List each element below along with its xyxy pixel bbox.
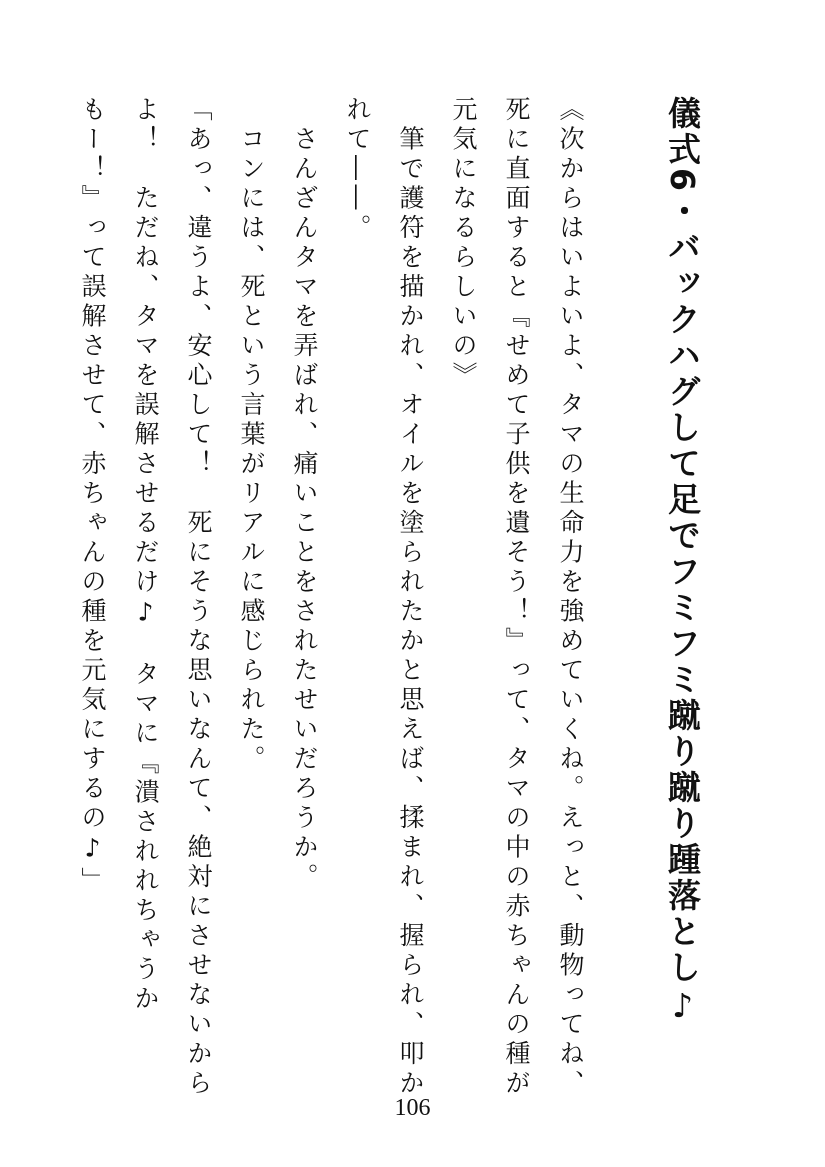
chapter-title: 儀式6・バックハグして足でフミフミ蹴り蹴り踵落とし♪ — [663, 96, 702, 1028]
text-line: 「あっ、違うよ、安心して！ 死にそうな思いなんて、絶対にさせないから — [184, 96, 213, 1099]
text-line: れて――。 — [343, 96, 372, 244]
page-number: 106 — [394, 1095, 431, 1121]
text-line: よ！ ただね、タマを誤解させるだけ♪ タマに『潰されれちゃうか — [131, 96, 160, 1015]
text-line: コンには、死という言葉がリアルに感じられた。 — [237, 96, 266, 775]
text-line: 筆で護符を描かれ、オイルを塗られたかと思えば、揉まれ、握られ、叩か — [396, 96, 425, 1099]
text-line: 死に直面すると『せめて子供を遺そう！』って、タマの中の赤ちゃんの種が — [502, 96, 531, 1099]
text-line: さんざんタマを弄ばれ、痛いことをされたせいだろうか。 — [290, 96, 319, 893]
text-line: 元気になるらしいの》 — [449, 96, 478, 391]
text-line: もー！』って誤解させて、赤ちゃんの種を元気にするの♪」 — [78, 96, 107, 897]
text-line: 《次からはいよいよ、タマの生命力を強めていくね。えっと、動物ってね、 — [556, 96, 585, 1099]
